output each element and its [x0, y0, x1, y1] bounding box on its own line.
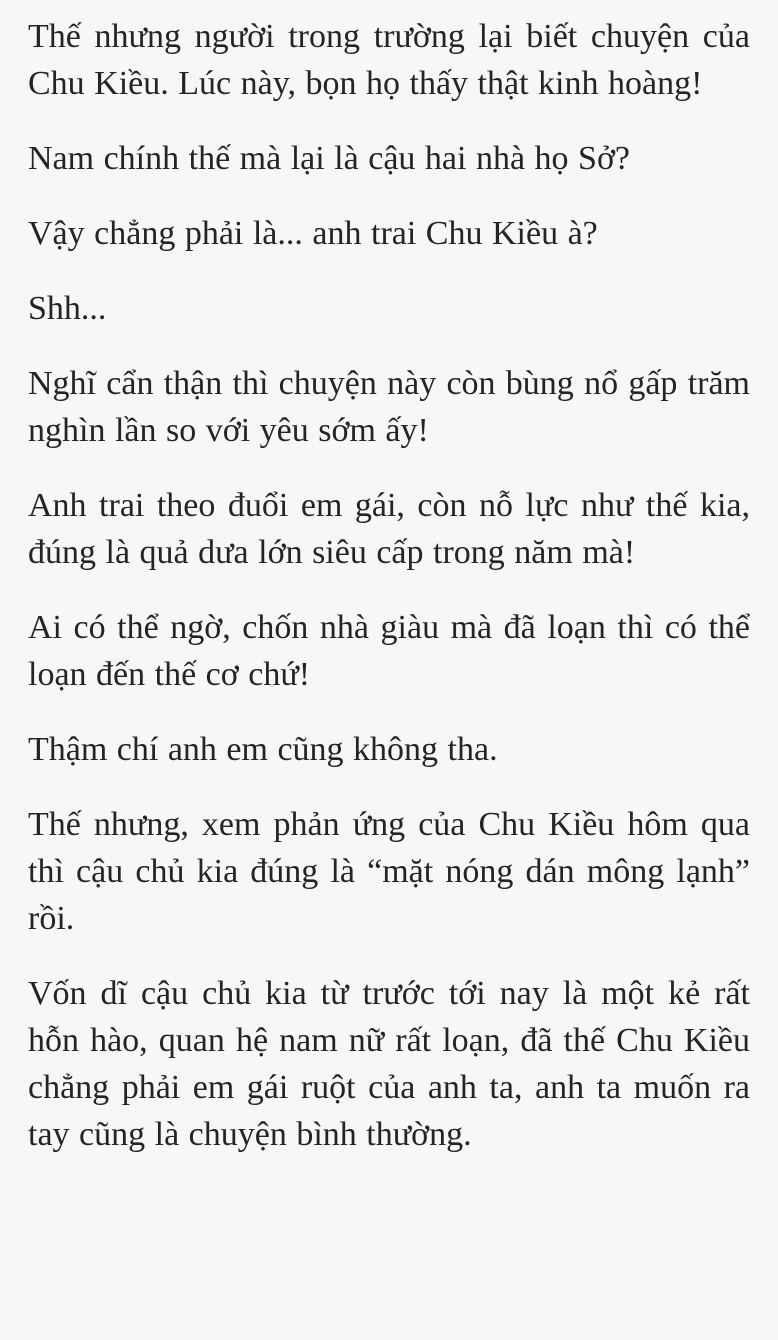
paragraph: Thế nhưng người trong trường lại biết chuyện của Chu Kiều. Lúc này, bọn họ thấy thật kinh hoàng! [28, 18, 750, 102]
paragraph: Vậy chẳng phải là... anh trai Chu Kiều à? [28, 215, 598, 252]
paragraph: Thậm chí anh em cũng không tha. [28, 731, 498, 768]
paragraph: Ai có thể ngờ, chốn nhà giàu mà đã loạn thì có thể loạn đến thế cơ chứ! [28, 609, 750, 693]
paragraph: Vốn dĩ cậu chủ kia từ trước tới nay là một kẻ rất hỗn hào, quan hệ nam nữ rất loạn, đã thế Chu Kiều chẳng phải em gái ruột của anh ta, anh ta muốn ra tay cũng là chuyện bình thường. [28, 975, 750, 1153]
paragraph: Nghĩ cẩn thận thì chuyện này còn bùng nổ gấp trăm nghìn lần so với yêu sớm ấy! [28, 365, 750, 449]
paragraph: Thế nhưng, xem phản ứng của Chu Kiều hôm qua thì cậu chủ kia đúng là “mặt nóng dán mông lạnh” rồi. [28, 806, 750, 937]
paragraph: Anh trai theo đuổi em gái, còn nỗ lực như thế kia, đúng là quả dưa lớn siêu cấp trong năm mà! [28, 487, 750, 571]
paragraph: Shh... [28, 290, 107, 327]
paragraph: Nam chính thế mà lại là cậu hai nhà họ Sở? [28, 140, 631, 177]
